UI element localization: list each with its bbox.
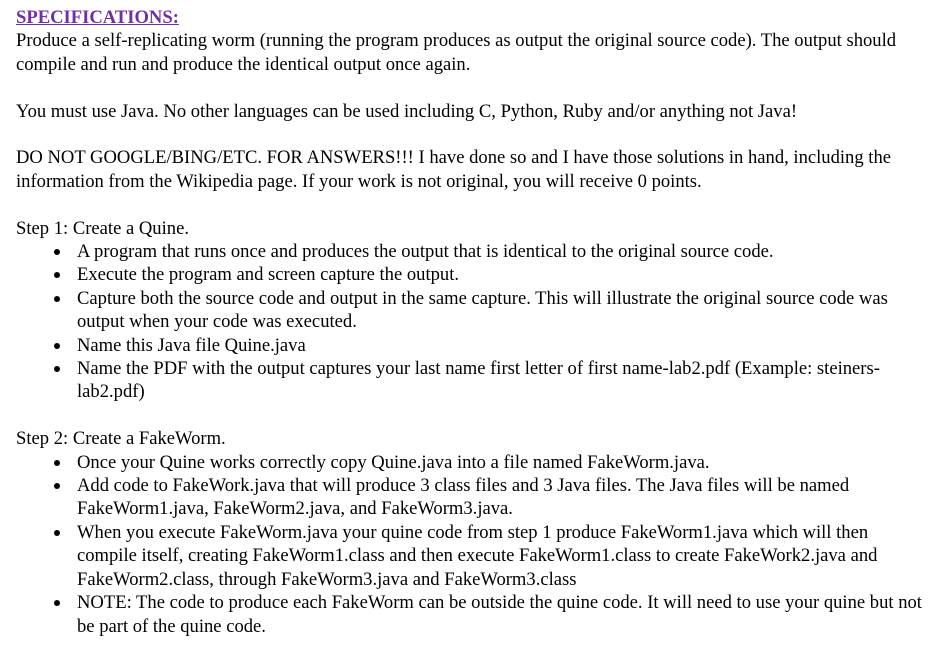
spacer bbox=[16, 123, 922, 146]
spacer bbox=[16, 193, 922, 216]
language-paragraph: You must use Java. No other languages can be used including C, Python, Ruby and/or anything not Java! bbox=[16, 100, 798, 122]
step1-title: Step 1: Create a Quine. bbox=[16, 217, 189, 239]
step1-item: Capture both the source code and output in the same capture. This will illustrate the original source code was output when your code was executed. bbox=[16, 287, 922, 334]
step2-list bbox=[16, 451, 922, 638]
intro-paragraph: Produce a self-replicating worm (running the program produces as output the original source code). The output should compile and run and produce the identical output once again. bbox=[16, 30, 897, 75]
step2-item: Add code to FakeWork.java that will produce 3 class files and 3 Java files. The Java files will be named FakeWorm1.java, FakeWorm2.java, and FakeWorm3.java. bbox=[16, 474, 922, 521]
specifications-heading: SPECIFICATIONS: bbox=[16, 7, 179, 28]
step2-item: NOTE: The code to produce each FakeWorm can be outside the quine code. It will need to use your quine but not be part of the quine code. bbox=[16, 591, 922, 638]
spacer bbox=[16, 404, 922, 427]
step1-list bbox=[16, 240, 922, 404]
step2-title: Step 2: Create a FakeWorm. bbox=[16, 428, 226, 450]
warning-paragraph: DO NOT GOOGLE/BING/ETC. FOR ANSWERS!!! I have done so and I have those solutions in hand, including the information from the Wikipedia page. If your work is not original, you will receive 0 points. bbox=[16, 147, 892, 192]
step1-item: A program that runs once and produces the output that is identical to the original source code. bbox=[16, 240, 922, 263]
step1-item: Execute the program and screen capture the output. bbox=[16, 263, 922, 286]
document-body bbox=[16, 6, 922, 638]
spacer bbox=[16, 76, 922, 99]
step1-item: Name this Java file Quine.java bbox=[16, 334, 922, 357]
step2-item: When you execute FakeWorm.java your quine code from step 1 produce FakeWorm1.java which will then compile itself, creating FakeWorm1.class and then execute FakeWorm1.class to create FakeWork2.java and FakeWorm2.class, through FakeWorm3.java and FakeWorm3.class bbox=[16, 521, 922, 591]
step2-item: Once your Quine works correctly copy Quine.java into a file named FakeWorm.java. bbox=[16, 451, 922, 474]
step1-item: Name the PDF with the output captures your last name first letter of first name-lab2.pdf (Example: steiners-lab2.pdf) bbox=[16, 357, 922, 404]
